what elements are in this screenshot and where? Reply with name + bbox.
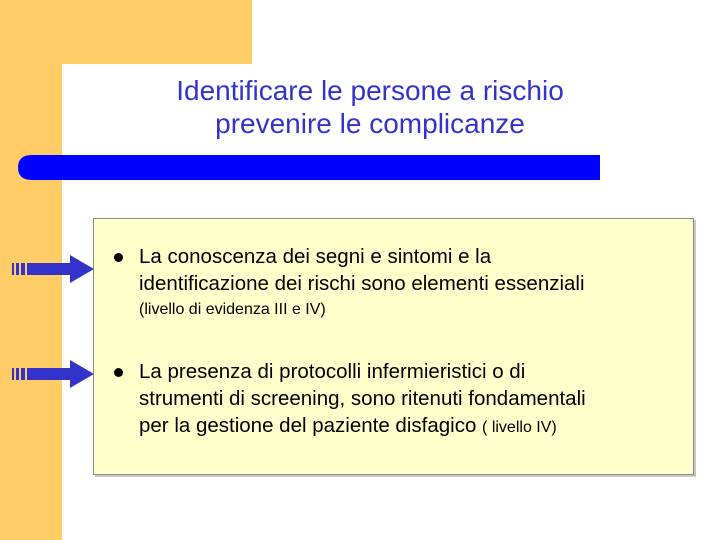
bullet-2-line-3-row: [139, 412, 586, 441]
bullet-item-1: [139, 243, 585, 297]
bullet-2-line-3: per la gestione del paziente disfagico: [139, 414, 477, 437]
bullet-dot: [114, 253, 123, 262]
right-arrow-icon: [12, 255, 94, 283]
title-underline-bar: [18, 155, 600, 180]
bullet-item-2: [139, 358, 586, 441]
bullet-dot: [114, 368, 123, 377]
bullet-2-line-2: strumenti di screening, sono ritenuti fondamentali: [139, 387, 586, 410]
bullet-2-line-1: La presenza di protocolli infermieristici o di: [139, 360, 526, 383]
bullet-2-evidence-note: ( livello IV): [482, 419, 557, 436]
title-line-2: prevenire le complicanze: [215, 108, 525, 139]
bullet-1-evidence-note: (livello di evidenza III e IV): [139, 301, 326, 318]
title-line-1: Identificare le persone a rischio: [176, 75, 564, 106]
right-arrow-icon: [12, 360, 94, 388]
slide-title: [0, 74, 720, 140]
bullet-1-line-1: La conoscenza dei segni e sintomi e la: [139, 245, 492, 268]
bullet-1-line-2: identificazione dei rischi sono elementi essenziali: [139, 272, 585, 295]
